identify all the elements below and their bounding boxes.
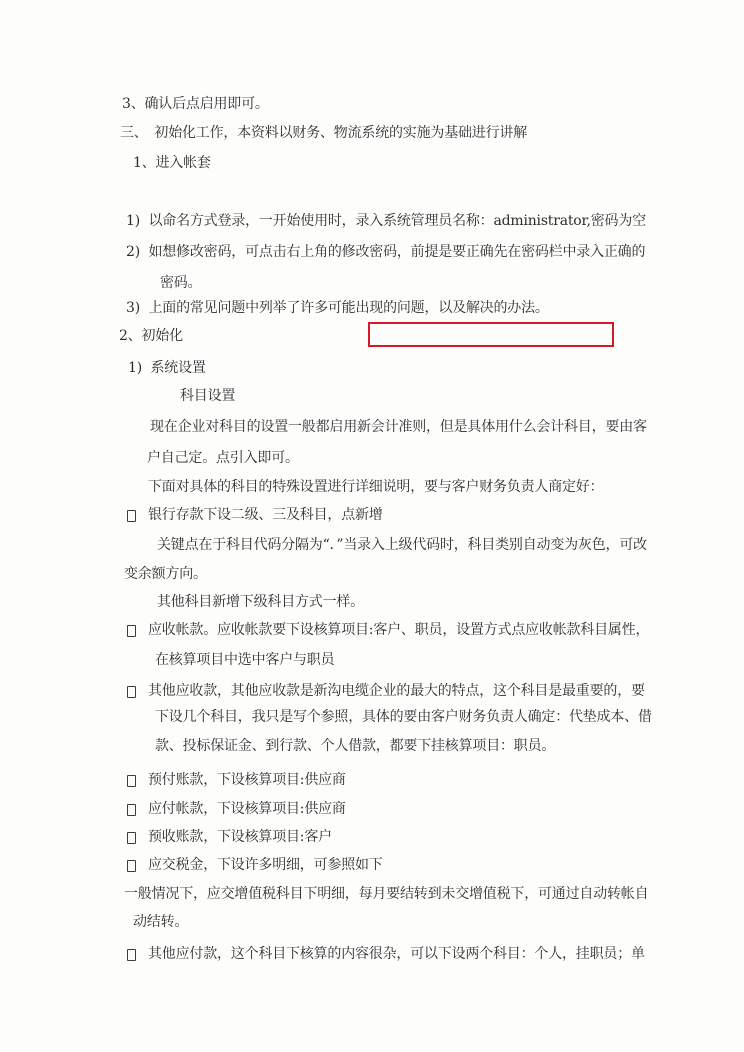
bullet-square-icon bbox=[127, 949, 136, 961]
bullet-square-icon bbox=[127, 860, 136, 872]
text-line: 科目设置 bbox=[180, 388, 236, 404]
bullet-square-icon bbox=[127, 625, 136, 637]
bullet-square-icon bbox=[127, 804, 136, 816]
text-line: 三、 初始化工作，本资料以财务、物流系统的实施为基础进行讲解 bbox=[120, 125, 527, 141]
text-line: 关键点在于科目代码分隔为“．”当录入上级代码时，科目类别自动变为灰色，可改 bbox=[157, 537, 647, 553]
text-line: 在核算项目中选中客户与职员 bbox=[155, 652, 335, 668]
bullet-square-icon bbox=[127, 686, 136, 698]
text-line: 2、初始化 bbox=[119, 328, 183, 344]
bullet-list-item: 应付帐款，下设核算项目:供应商 bbox=[148, 801, 346, 817]
text-line: 密码。 bbox=[160, 275, 202, 291]
text-line: 1、进入帐套 bbox=[133, 155, 211, 171]
bullet-square-icon bbox=[127, 832, 136, 844]
text-line: 3) 上面的常见问题中列举了许多可能出现的问题，以及解决的办法。 bbox=[126, 300, 549, 316]
text-line: 下面对具体的科目的特殊设置进行详细说明，要与客户财务负责人商定好： bbox=[148, 479, 604, 495]
bullet-list-item: 银行存款下设二级、三及科目，点新增 bbox=[148, 507, 383, 523]
text-line: 变余额方向。 bbox=[124, 566, 207, 582]
bullet-list-item: 其他应收款，其他应收款是新沟电缆企业的最大的特点，这个科目是最重要的，要 bbox=[148, 683, 645, 699]
text-line: 1) 以命名方式登录，一开始使用时，录入系统管理员名称：administrator,密码为空 bbox=[126, 213, 646, 229]
text-line: 款、投标保证金、到行款、个人借款，都要下挂核算项目：职员。 bbox=[155, 738, 556, 754]
text-line: 现在企业对科目的设置一般都启用新会计准则，但是具体用什么会计科目，要由客 bbox=[150, 419, 647, 435]
text-line: 下设几个科目，我只是写个参照，具体的要由客户财务负责人确定：代垫成本、借 bbox=[155, 709, 652, 725]
text-line: 2) 如想修改密码，可点击右上角的修改密码，前提是要正确先在密码栏中录入正确的 bbox=[126, 244, 646, 260]
text-line: 1) 系统设置 bbox=[128, 360, 206, 376]
bullet-list-item: 其他应付款，这个科目下核算的内容很杂，可以下设两个科目：个人，挂职员；单 bbox=[148, 946, 645, 962]
text-line: 其他科目新增下级科目方式一样。 bbox=[157, 594, 364, 610]
text-line: 3、确认后点启用即可。 bbox=[122, 96, 269, 112]
annotation-red-box bbox=[368, 322, 614, 347]
text-line: 一般情况下，应交增值税科目下明细，每月要结转到未交增值税下，可通过自动转帐自 bbox=[124, 886, 649, 902]
bullet-list-item: 应收帐款。应收帐款要下设核算项目:客户、职员，设置方式点应收帐款科目属性， bbox=[148, 622, 650, 638]
text-line: 动结转。 bbox=[133, 914, 189, 930]
bullet-list-item: 应交税金，下设许多明细，可参照如下 bbox=[148, 857, 383, 873]
bullet-list-item: 预收账款，下设核算项目:客户 bbox=[148, 829, 332, 845]
bullet-square-icon bbox=[127, 775, 136, 787]
bullet-square-icon bbox=[127, 510, 136, 522]
text-line: 户自己定。点引入即可。 bbox=[147, 450, 299, 466]
bullet-list-item: 预付账款，下设核算项目:供应商 bbox=[148, 772, 346, 788]
